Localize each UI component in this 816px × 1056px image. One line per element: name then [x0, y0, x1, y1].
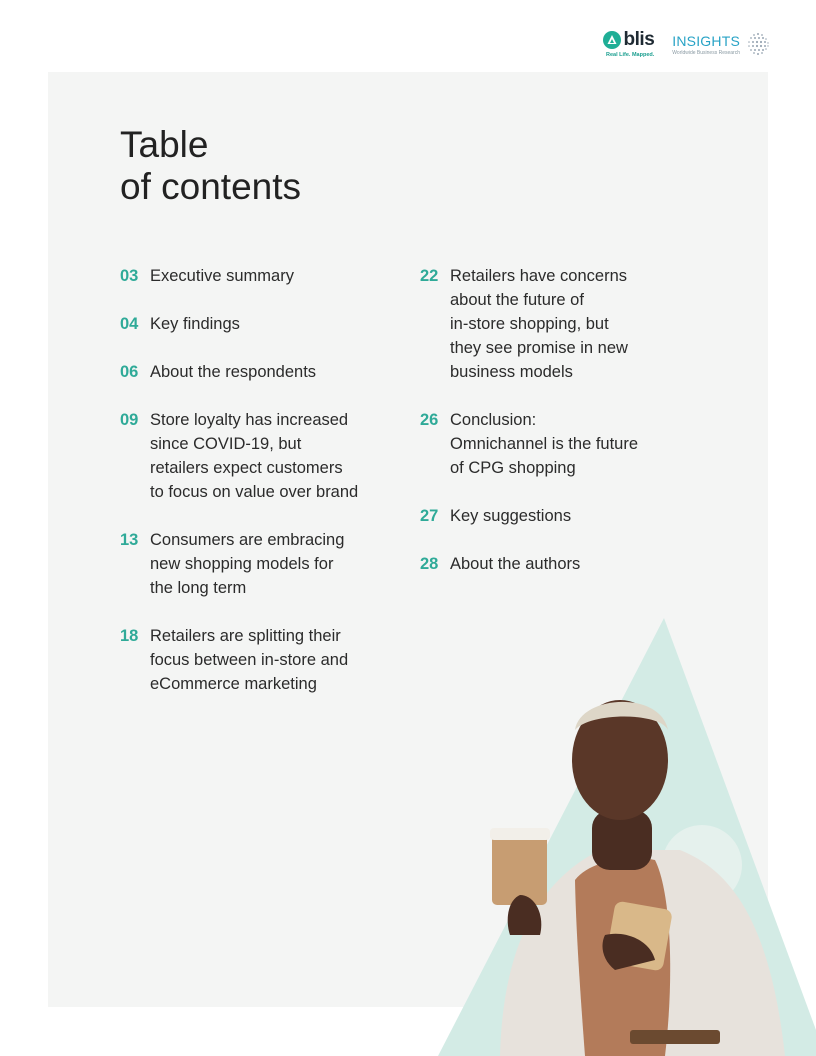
toc-item[interactable]	[120, 528, 380, 600]
toc-page-number: 04	[120, 315, 139, 333]
toc-entry-text: About the respondents	[150, 363, 317, 381]
toc-page-number: 13	[120, 531, 139, 549]
toc-entry-text: Key findings	[150, 315, 240, 333]
toc-item[interactable]	[420, 264, 680, 384]
toc-entry-text: Executive summary	[150, 267, 294, 285]
toc-entry-text: Consumers are embracing new shopping models for the long term	[150, 531, 345, 597]
toc-item[interactable]	[120, 360, 380, 384]
header-logos	[603, 30, 772, 58]
toc-page-number: 06	[120, 363, 139, 381]
toc-item[interactable]	[420, 408, 680, 480]
toc-right-column	[420, 264, 680, 600]
toc-page-number: 27	[420, 507, 439, 525]
blis-triangle-icon	[603, 31, 621, 49]
toc-page-number: 26	[420, 411, 439, 429]
toc-page-number: 09	[120, 411, 139, 429]
toc-page-number: 22	[420, 267, 439, 285]
toc-page-number: 03	[120, 267, 139, 285]
blis-wordmark: blis	[623, 29, 655, 50]
woman-with-coffee-and-phone-photo	[480, 690, 790, 1056]
toc-entry-text: Retailers have concerns about the future of in-store shopping, but they see promise in new business models	[450, 267, 628, 381]
toc-item[interactable]	[120, 624, 380, 696]
toc-item[interactable]	[120, 312, 380, 336]
toc-entry-text: Conclusion: Omnichannel is the future of CPG shopping	[450, 411, 639, 477]
toc-page-number: 28	[420, 555, 439, 573]
toc-item[interactable]	[120, 264, 380, 288]
insights-tagline: Worldwide Business Research	[672, 49, 740, 56]
toc-entry-text: About the authors	[450, 555, 581, 573]
insights-logo	[672, 30, 772, 58]
page-title	[120, 124, 301, 208]
title-line: of contents	[120, 166, 302, 207]
toc-item[interactable]	[420, 504, 680, 528]
toc-left-column	[120, 264, 380, 720]
toc-page-number: 18	[120, 627, 139, 645]
globe-icon	[744, 30, 772, 58]
toc-entry-text: Retailers are splitting their focus between in-store and eCommerce marketing	[150, 627, 349, 693]
toc-item[interactable]	[420, 552, 680, 576]
toc-item[interactable]	[120, 408, 380, 504]
toc-entry-text: Store loyalty has increased since COVID-19, but retailers expect customers to focus on value over brand	[150, 411, 359, 501]
blis-tagline: Real Life. Mapped.	[605, 52, 655, 58]
title-line: Table	[120, 124, 209, 165]
insights-wordmark: INSIGHTS	[672, 32, 740, 49]
blis-logo	[603, 30, 655, 58]
toc-entry-text: Key suggestions	[450, 507, 572, 525]
